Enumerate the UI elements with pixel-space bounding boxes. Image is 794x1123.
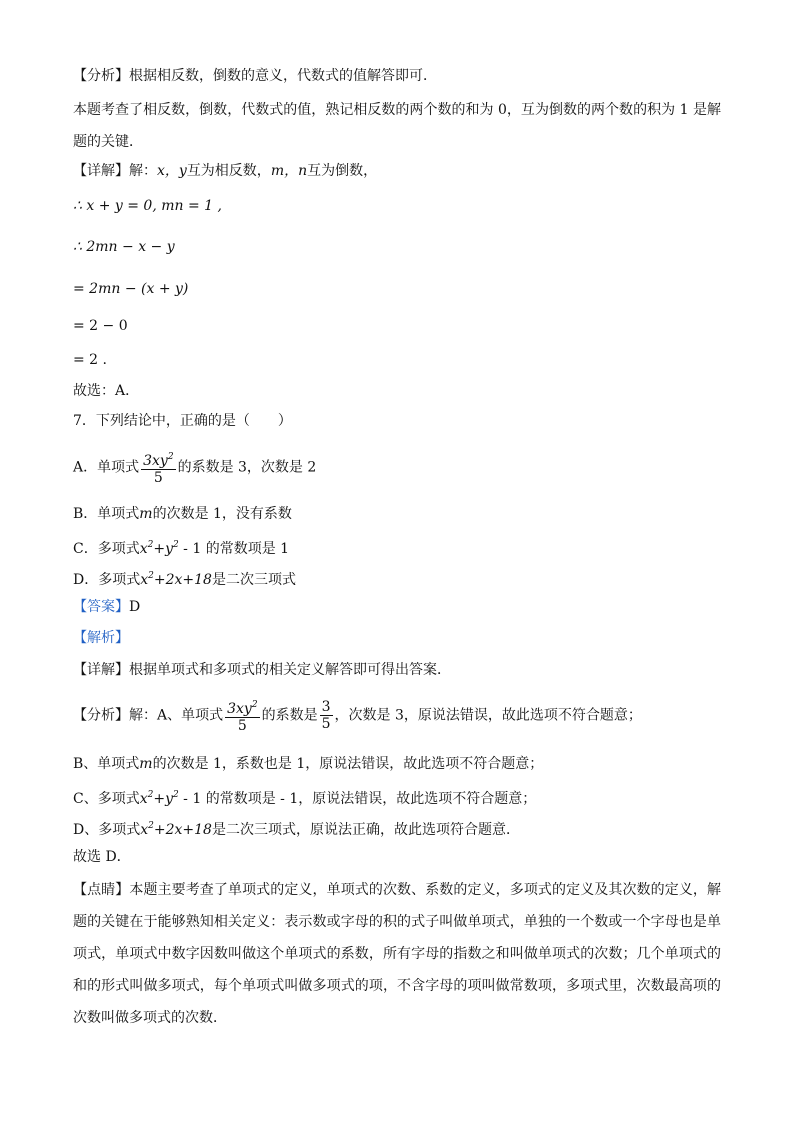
detail-heading-line: [73, 161, 377, 181]
analysis-d-prefix: D、多项式: [73, 822, 141, 838]
option-b: [73, 504, 292, 524]
analysis-b-suffix: 的次数是 1，系数也是 1，原说法错误，故此选项不符合题意；: [152, 756, 544, 772]
comment-text: 【点睛】本题主要考查了单项式的定义，单项式的次数、系数的定义，多项式的定义及其次数的定义，解题的关键在于能够熟知相关定义：表示数或字母的积的式子叫做单项式，单独的一个数或一个字母也是单项式，单项式中数字因数叫做这个单项式的系数，所有字母的指数之和叫做单项式的次数；几个单项式的和的形式叫做多项式，每个单项式叫做多项式的项，不含字母的项叫做常数项，多项式里，次数最高项的次数叫做多项式的次数．: [73, 882, 721, 1026]
option-b-prefix: B．单项式: [73, 506, 140, 522]
answer-value: D: [129, 599, 141, 615]
comment-paragraph: [73, 874, 721, 1034]
equation-line-2: [73, 237, 175, 257]
equation-3: = 2mn − (x + y): [73, 281, 189, 297]
option-c-prefix: C．多项式: [73, 541, 140, 557]
analysis-a-prefix: 【分析】解：A、单项式: [73, 707, 224, 724]
equation-line-4: [73, 316, 128, 336]
analysis-d-suffix: 是二次三项式，原说法正确，故此选项符合题意．: [211, 822, 520, 838]
analysis-c-prefix: C、多项式: [73, 791, 140, 807]
analysis-c-suffix: - 1 的常数项是 - 1，原说法错误，故此选项不符合题意；: [178, 791, 537, 807]
question-text: 7．下列结论中，正确的是（ ）: [73, 413, 292, 429]
detail-line: [73, 660, 451, 680]
question-stem: [73, 411, 292, 431]
option-c: C．多项式$x^2+y^2 - 1$ 的常数项是 1: [73, 540, 290, 557]
answer-line: [73, 597, 140, 617]
analysis-b-prefix: B、单项式: [73, 756, 140, 772]
choice-text-prev: 故选：A．: [73, 383, 140, 399]
option-c-suffix: - 1 的常数项是 1: [178, 541, 290, 557]
option-d: D．多项式$x^2+2x+18$是二次三项式: [73, 571, 296, 588]
equation-4: = 2 − 0: [73, 318, 128, 334]
explanation-heading: [73, 628, 129, 648]
choice-line-prev: [73, 381, 139, 401]
detail-label: 【详解】解：: [73, 163, 157, 179]
explanation-label: 【解析】: [73, 630, 129, 646]
choice-line: [73, 847, 131, 867]
summary-paragraph: [73, 94, 721, 158]
analysis-a-mid: 的系数是: [261, 707, 318, 724]
equation-1: ∴ x + y = 0, mn = 1 ,: [73, 198, 222, 214]
option-d-suffix: 是二次三项式: [211, 572, 296, 588]
option-b-var: m: [139, 506, 153, 522]
analysis-text: 【分析】根据相反数，倒数的意义，代数式的值解答即可．: [73, 68, 437, 84]
detail-text-1: 互为相反数，: [186, 163, 271, 179]
detail-text: 【详解】根据单项式和多项式的相关定义解答即可得出答案．: [73, 662, 451, 678]
detail-vars-xy: x，y: [157, 163, 187, 179]
analysis-line-c: C、多项式$x^2+y^2 - 1$ 的常数项是 - 1，原说法错误，故此选项不符合题意；: [73, 790, 537, 807]
option-a-prefix: A．单项式: [73, 459, 140, 476]
equation-line-5: [73, 350, 107, 370]
analysis-line-a: [73, 697, 642, 734]
detail-vars-mn: m，n: [270, 163, 308, 179]
fraction-3xy2-over-5-b: $\frac{3xy^2}{5}$: [225, 697, 259, 734]
equation-2: ∴ 2mn − x − y: [73, 239, 175, 255]
summary-text: 本题考查了相反数，倒数，代数式的值，熟记相反数的两个数的和为 0，互为倒数的两个数的积为 1 是解题的关键．: [73, 102, 721, 150]
analysis-a-suffix: ，次数是 3，原说法错误，故此选项不符合题意；: [334, 707, 642, 724]
equation-line-3: [73, 279, 188, 299]
fraction-3xy2-over-5: $\frac{3xy^2}{5}$: [141, 449, 175, 486]
analysis-line-d: D、多项式$x^2+2x+18$是二次三项式，原说法正确，故此选项符合题意．: [73, 821, 520, 838]
detail-text-2: 互为倒数，: [307, 163, 378, 179]
equation-5: = 2 .: [73, 352, 107, 368]
option-b-suffix: 的次数是 1，没有系数: [152, 506, 292, 522]
option-d-prefix: D．多项式: [73, 572, 141, 588]
fraction-3-over-5: $\frac{3}{5}$: [321, 699, 331, 732]
option-a-suffix: 的系数是 3，次数是 2: [177, 459, 317, 476]
analysis-b-var: m: [139, 756, 153, 772]
analysis-line-b: [73, 754, 543, 774]
answer-label: 【答案】: [73, 599, 129, 615]
equation-line-1: [73, 196, 222, 216]
option-a: [73, 449, 316, 486]
analysis-paragraph: [73, 66, 437, 86]
choice-text: 故选 D．: [73, 849, 131, 865]
